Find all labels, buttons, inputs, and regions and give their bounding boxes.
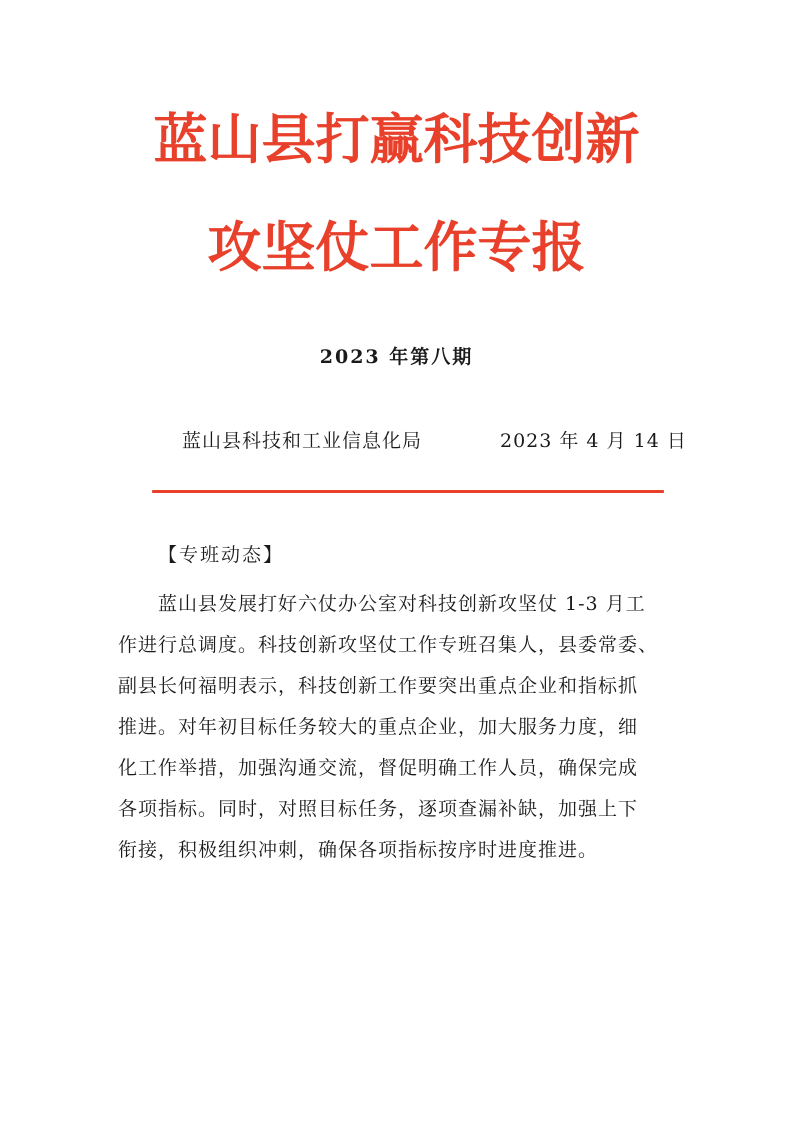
body-line: 各项指标。同时，对照目标任务，逐项查漏补缺，加强上下 bbox=[118, 798, 639, 820]
body-line: 推进。对年初目标任务较大的重点企业，加大服务力度，细 bbox=[118, 716, 639, 738]
body-line: 副县长何福明表示，科技创新工作要突出重点企业和指标抓 bbox=[118, 675, 639, 697]
report-title-line-2: 攻坚仗工作专报 bbox=[207, 216, 586, 279]
report-title-line-1: 蓝山县打赢科技创新 bbox=[153, 108, 640, 171]
issue-number: 2023 年第八期 bbox=[319, 346, 474, 368]
body-line: 作进行总调度。科技创新攻坚仗工作专班召集人，县委常委、 bbox=[118, 634, 659, 656]
issue-date: 2023 年 4 月 14 日 bbox=[500, 430, 687, 452]
body-line: 蓝山县发展打好六仗办公室对科技创新攻坚仗 1-3 月工 bbox=[158, 593, 646, 615]
red-divider-line bbox=[152, 490, 664, 493]
issuer-name: 蓝山县科技和工业信息化局 bbox=[182, 430, 423, 452]
section-heading: 【专班动态】 bbox=[158, 544, 285, 566]
meta-row bbox=[0, 426, 793, 456]
body-line: 衔接，积极组织冲刺，确保各项指标按序时进度推进。 bbox=[118, 839, 599, 861]
body-line: 化工作举措，加强沟通交流，督促明确工作人员，确保完成 bbox=[118, 757, 639, 779]
section-body bbox=[118, 584, 688, 871]
